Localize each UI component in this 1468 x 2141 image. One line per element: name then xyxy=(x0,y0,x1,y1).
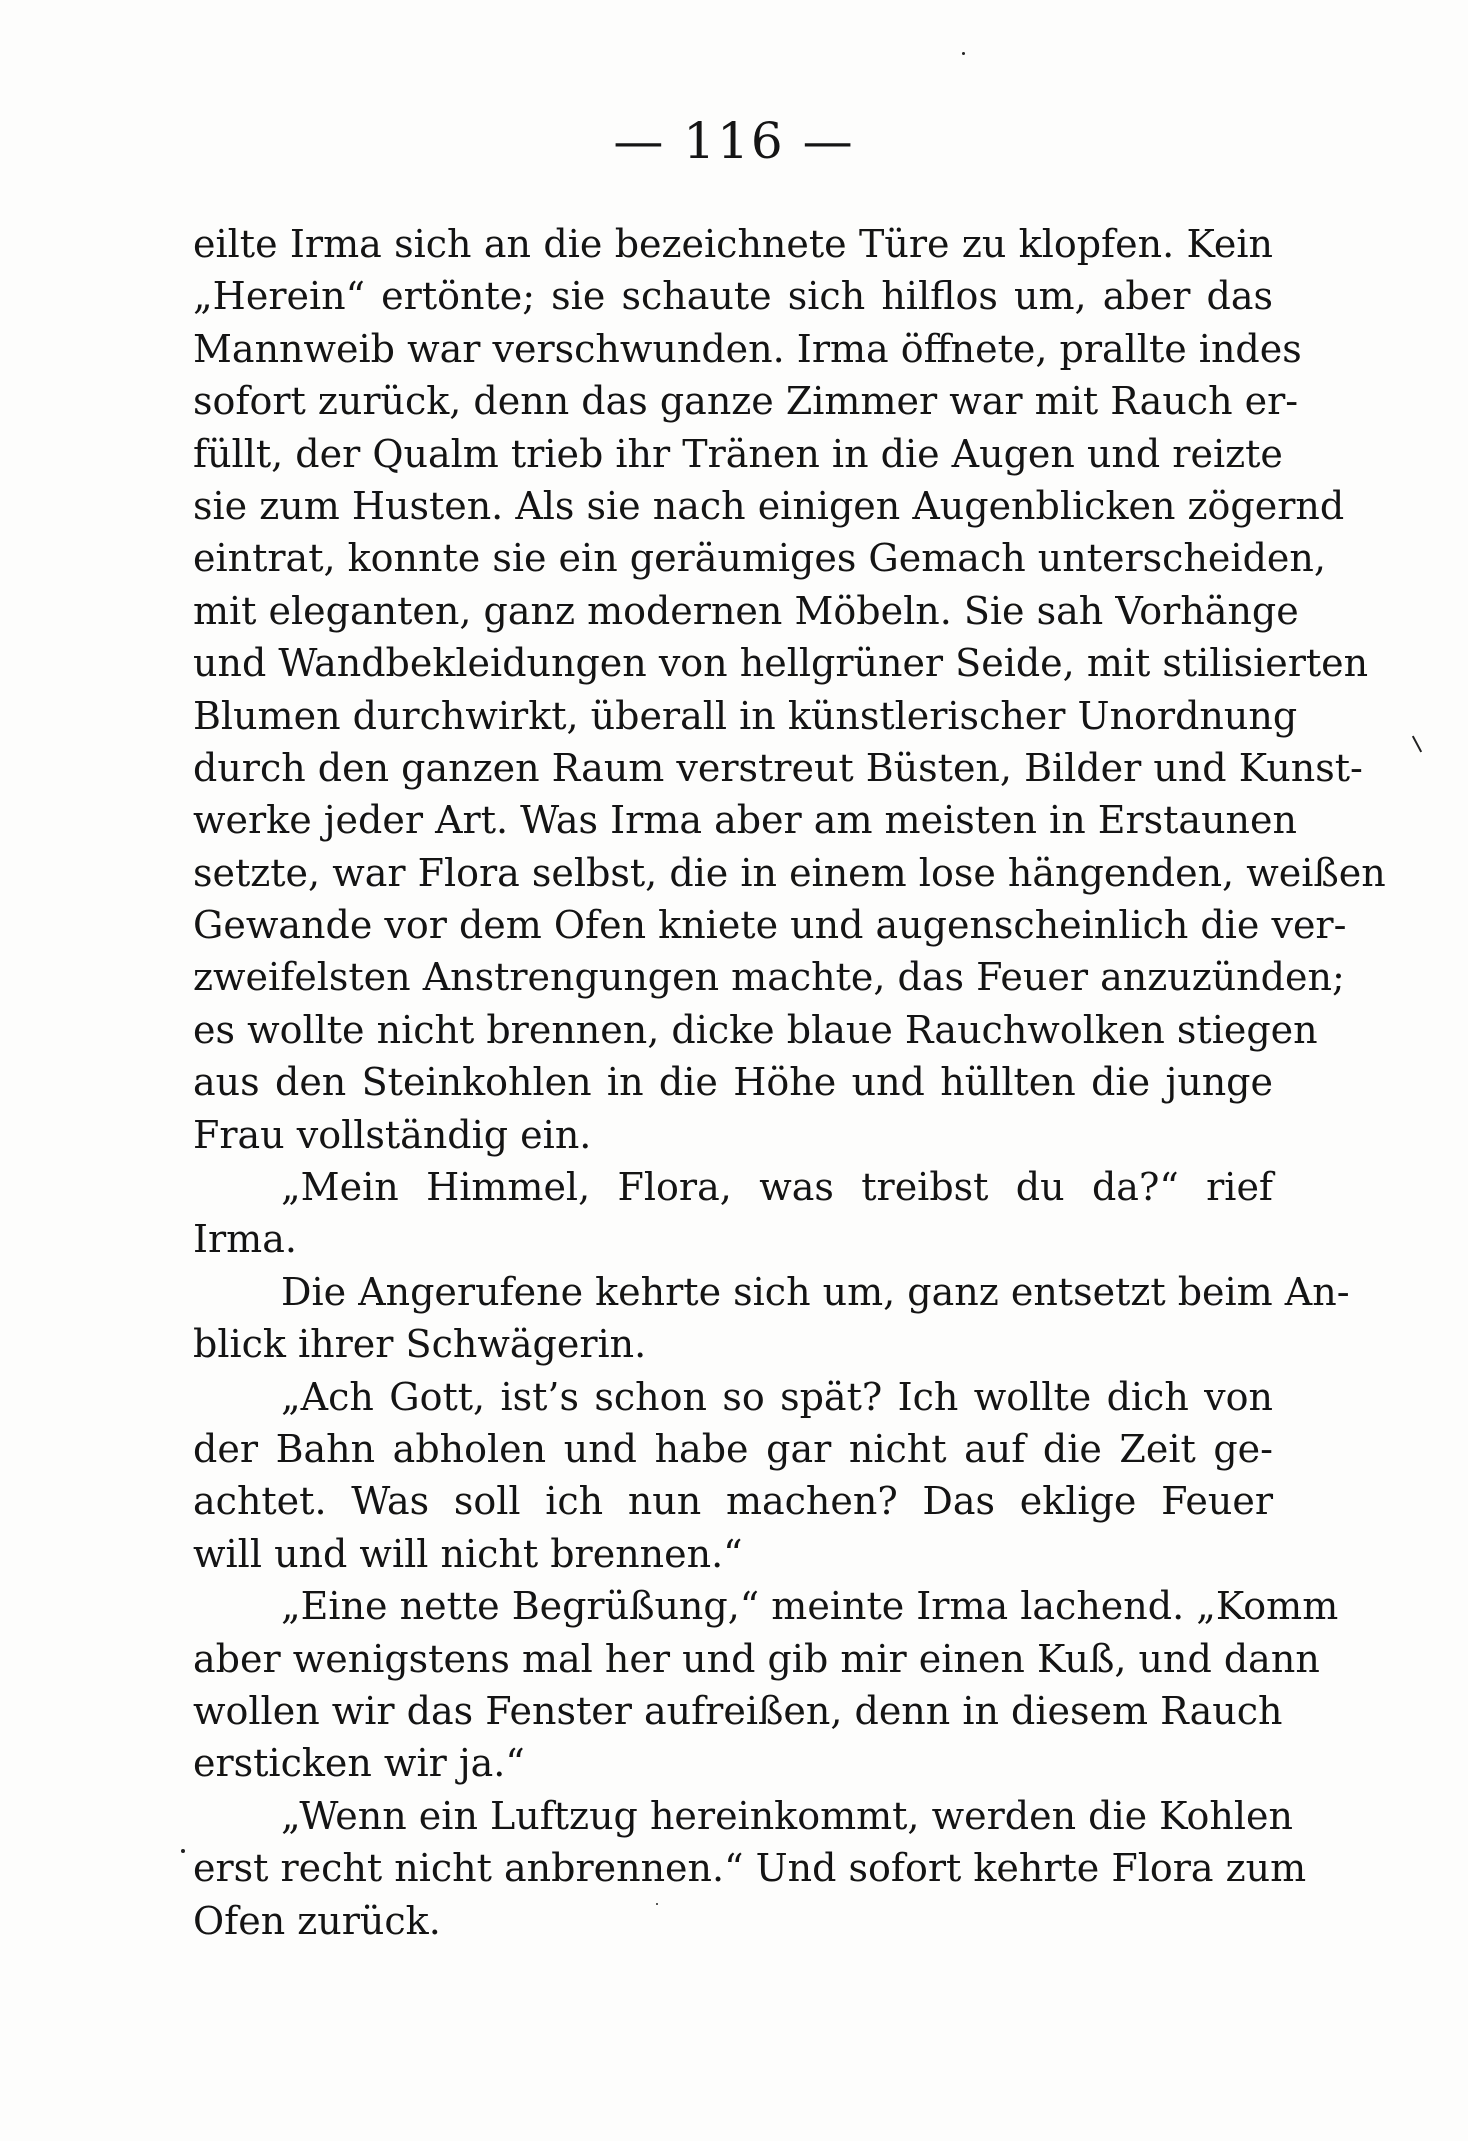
text-line: erst recht nicht anbrennen.“ Und sofort kehrte Flora zum xyxy=(193,1846,1307,1891)
text-line: sofort zurück, denn das ganze Zimmer war mit Rauch er- xyxy=(193,379,1299,424)
text-line: aber wenigstens mal her und gib mir einen Kuß, und dann xyxy=(193,1636,1320,1681)
text-line: Ofen zurück. xyxy=(193,1898,441,1943)
text-line: sie zum Husten. Als sie nach einigen Augenblicken zögernd xyxy=(193,483,1345,528)
text-line: „Eine nette Begrüßung,“ meinte Irma lachend. „Komm xyxy=(281,1584,1339,1629)
text-line: und Wandbekleidungen von hellgrüner Seide, mit stilisierten xyxy=(193,641,1369,686)
text-line: wollen wir das Fenster aufreißen, denn in diesem Rauch xyxy=(193,1688,1283,1733)
text-line: setzte, war Flora selbst, die in einem lose hängenden, weißen xyxy=(193,850,1386,895)
text-line: achtet. Was soll ich nun machen? Das eklige Feuer xyxy=(193,1479,1273,1524)
text-line: Irma. xyxy=(193,1217,297,1262)
text-line: füllt, der Qualm trieb ihr Tränen in die Augen und reizte xyxy=(193,431,1283,476)
text-line: ersticken wir ja.“ xyxy=(193,1741,525,1786)
text-line: Die Angerufene kehrte sich um, ganz entsetzt beim An- xyxy=(281,1269,1350,1314)
text-line: eilte Irma sich an die bezeichnete Türe zu klopfen. Kein xyxy=(193,222,1273,266)
text-line: zweifelsten Anstrengungen machte, das Feuer anzuzünden; xyxy=(193,955,1345,1000)
text-line: „Wenn ein Luftzug hereinkommt, werden die Kohlen xyxy=(281,1793,1294,1838)
text-line: es wollte nicht brennen, dicke blaue Rauchwolken stiegen xyxy=(193,1007,1318,1052)
text-line: „Herein“ ertönte; sie schaute sich hilflos um, aber das xyxy=(193,274,1273,319)
print-speck xyxy=(1412,736,1422,753)
text-line: eintrat, konnte sie ein geräumiges Gemach unterscheiden, xyxy=(193,536,1326,581)
text-line: Mannweib war verschwunden. Irma öffnete, prallte indes xyxy=(193,326,1302,371)
text-line: „Ach Gott, ist’s schon so spät? Ich wollte dich von xyxy=(281,1374,1273,1419)
text-line: „Mein Himmel, Flora, was treibst du da?“ rief xyxy=(281,1165,1273,1210)
text-line: durch den ganzen Raum verstreut Büsten, Bilder und Kunst- xyxy=(193,745,1363,790)
text-line: blick ihrer Schwägerin. xyxy=(193,1322,647,1367)
text-line: Gewande vor dem Ofen kniete und augenscheinlich die ver- xyxy=(193,903,1347,948)
body-text xyxy=(193,218,1386,1947)
text-line: aus den Steinkohlen in die Höhe und hüllten die junge xyxy=(193,1060,1273,1105)
page-number: — 116 — xyxy=(613,112,855,170)
text-line: werke jeder Art. Was Irma aber am meisten in Erstaunen xyxy=(193,798,1297,843)
text-line: will und will nicht brennen.“ xyxy=(193,1531,743,1576)
text-line: der Bahn abholen und habe gar nicht auf die Zeit ge- xyxy=(193,1426,1273,1471)
text-line: mit eleganten, ganz modernen Möbeln. Sie sah Vorhänge xyxy=(193,588,1299,633)
print-speck xyxy=(181,1849,185,1853)
print-speck xyxy=(962,52,965,55)
text-line: Frau vollständig ein. xyxy=(193,1112,592,1157)
text-line: Blumen durchwirkt, überall in künstlerischer Unordnung xyxy=(193,693,1298,738)
print-speck xyxy=(656,1903,658,1905)
